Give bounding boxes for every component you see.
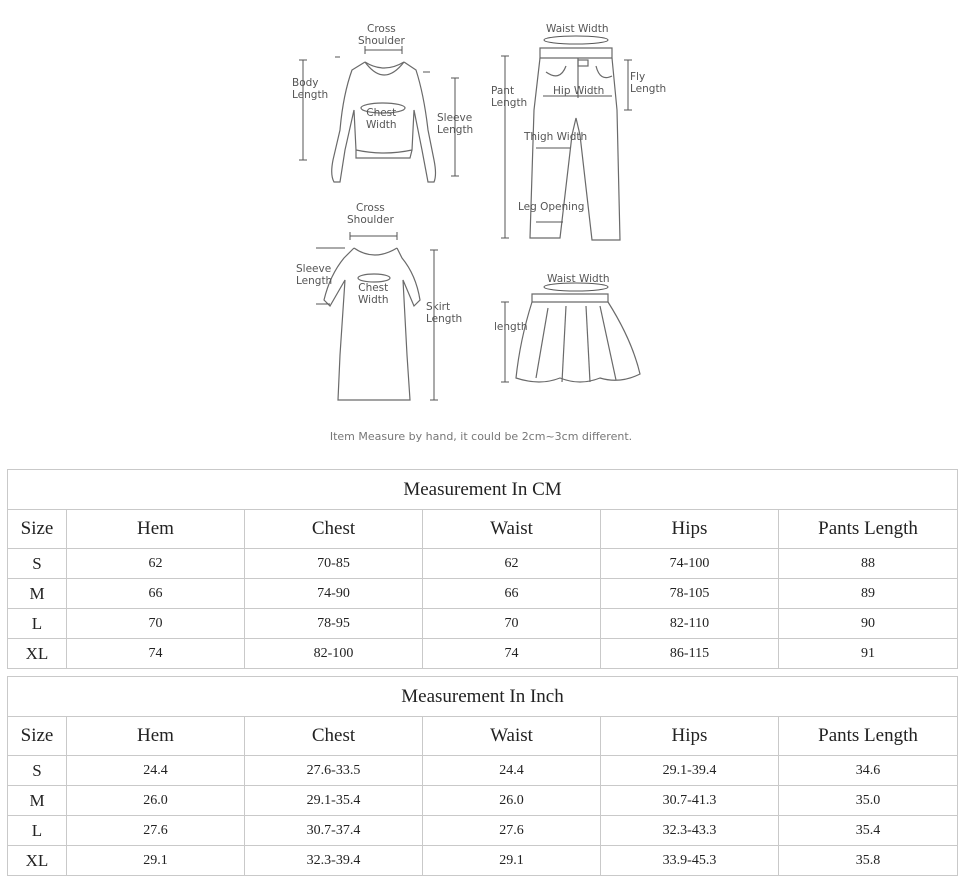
hem-cell: 24.4	[67, 756, 245, 786]
hips-cell: 82-110	[601, 609, 779, 639]
hips-cell: 30.7-41.3	[601, 786, 779, 816]
header-size: Size	[8, 510, 67, 549]
header-hem: Hem	[67, 717, 245, 756]
pants-length-cell: 35.8	[779, 846, 958, 876]
cross-shoulder-label-2: Cross Shoulder	[347, 202, 394, 226]
cross-shoulder-label-1: Cross Shoulder	[358, 23, 405, 47]
pants-length-cell: 90	[779, 609, 958, 639]
fly-length-label: Fly Length	[630, 71, 667, 95]
header-size: Size	[8, 717, 67, 756]
skirt-length-label: Skirt Length	[426, 301, 463, 325]
size-cell: S	[8, 756, 67, 786]
waist-cell: 26.0	[423, 786, 601, 816]
header-chest: Chest	[245, 717, 423, 756]
table-row	[8, 816, 958, 846]
header-hips: Hips	[601, 717, 779, 756]
hem-cell: 70	[67, 609, 245, 639]
table-row	[8, 579, 958, 609]
waist-cell: 70	[423, 609, 601, 639]
hips-cell: 32.3-43.3	[601, 816, 779, 846]
table-row	[8, 639, 958, 669]
table-row	[8, 786, 958, 816]
pants-length-cell: 91	[779, 639, 958, 669]
table-row	[8, 609, 958, 639]
pant-length-label: Pant Length	[491, 85, 528, 109]
header-chest: Chest	[245, 510, 423, 549]
leg-opening-label: Leg Opening	[518, 201, 585, 213]
waist-cell: 66	[423, 579, 601, 609]
waist-width-label-1: Waist Width	[546, 23, 609, 35]
chest-cell: 27.6-33.5	[245, 756, 423, 786]
waist-cell: 24.4	[423, 756, 601, 786]
size-cell: L	[8, 816, 67, 846]
hem-cell: 29.1	[67, 846, 245, 876]
hem-cell: 66	[67, 579, 245, 609]
header-hem: Hem	[67, 510, 245, 549]
table-row	[8, 756, 958, 786]
chest-cell: 82-100	[245, 639, 423, 669]
size-cell: XL	[8, 846, 67, 876]
chest-cell: 74-90	[245, 579, 423, 609]
hip-width-label: Hip Width	[553, 85, 605, 97]
size-cell: M	[8, 579, 67, 609]
hem-cell: 27.6	[67, 816, 245, 846]
waist-cell: 74	[423, 639, 601, 669]
length-label: length	[494, 321, 528, 333]
chest-width-label-2: Chest Width	[358, 282, 389, 306]
size-cell: M	[8, 786, 67, 816]
pants-length-cell: 35.4	[779, 816, 958, 846]
chest-cell: 32.3-39.4	[245, 846, 423, 876]
size-cell: S	[8, 549, 67, 579]
size-cell: L	[8, 609, 67, 639]
size-cell: XL	[8, 639, 67, 669]
header-waist: Waist	[423, 510, 601, 549]
chest-width-label-1: Chest Width	[366, 107, 397, 131]
hem-cell: 26.0	[67, 786, 245, 816]
chest-cell: 78-95	[245, 609, 423, 639]
hips-cell: 86-115	[601, 639, 779, 669]
body-length-label: Body Length	[292, 77, 329, 101]
hips-cell: 78-105	[601, 579, 779, 609]
header-hips: Hips	[601, 510, 779, 549]
measurement-note: Item Measure by hand, it could be 2cm~3cm different.	[329, 430, 633, 443]
pants-length-cell: 88	[779, 549, 958, 579]
hips-cell: 33.9-45.3	[601, 846, 779, 876]
skirt-sketch	[516, 294, 640, 382]
chest-cell: 30.7-37.4	[245, 816, 423, 846]
table-title: Measurement In CM	[8, 470, 958, 510]
chest-cell: 70-85	[245, 549, 423, 579]
pants-length-cell: 89	[779, 579, 958, 609]
hem-cell: 74	[67, 639, 245, 669]
table-row	[8, 846, 958, 876]
hem-cell: 62	[67, 549, 245, 579]
header-waist: Waist	[423, 717, 601, 756]
waist-cell: 62	[423, 549, 601, 579]
header-pants-length: Pants Length	[779, 510, 958, 549]
pants-length-cell: 35.0	[779, 786, 958, 816]
waist-width-label-2: Waist Width	[547, 273, 610, 285]
sleeve-length-label-2: Sleeve Length	[296, 263, 333, 287]
table-title: Measurement In Inch	[8, 677, 958, 717]
waist-cell: 29.1	[423, 846, 601, 876]
hips-cell: 29.1-39.4	[601, 756, 779, 786]
hips-cell: 74-100	[601, 549, 779, 579]
inch-size-table	[7, 676, 958, 876]
thigh-width-label: Thigh Width	[524, 131, 588, 143]
sleeve-length-label-1: Sleeve Length	[437, 112, 474, 136]
waist-cell: 27.6	[423, 816, 601, 846]
pants-length-cell: 34.6	[779, 756, 958, 786]
table-row	[8, 549, 958, 579]
chest-cell: 29.1-35.4	[245, 786, 423, 816]
cm-size-table	[7, 469, 958, 669]
dress-sketch	[324, 248, 420, 400]
header-pants-length: Pants Length	[779, 717, 958, 756]
